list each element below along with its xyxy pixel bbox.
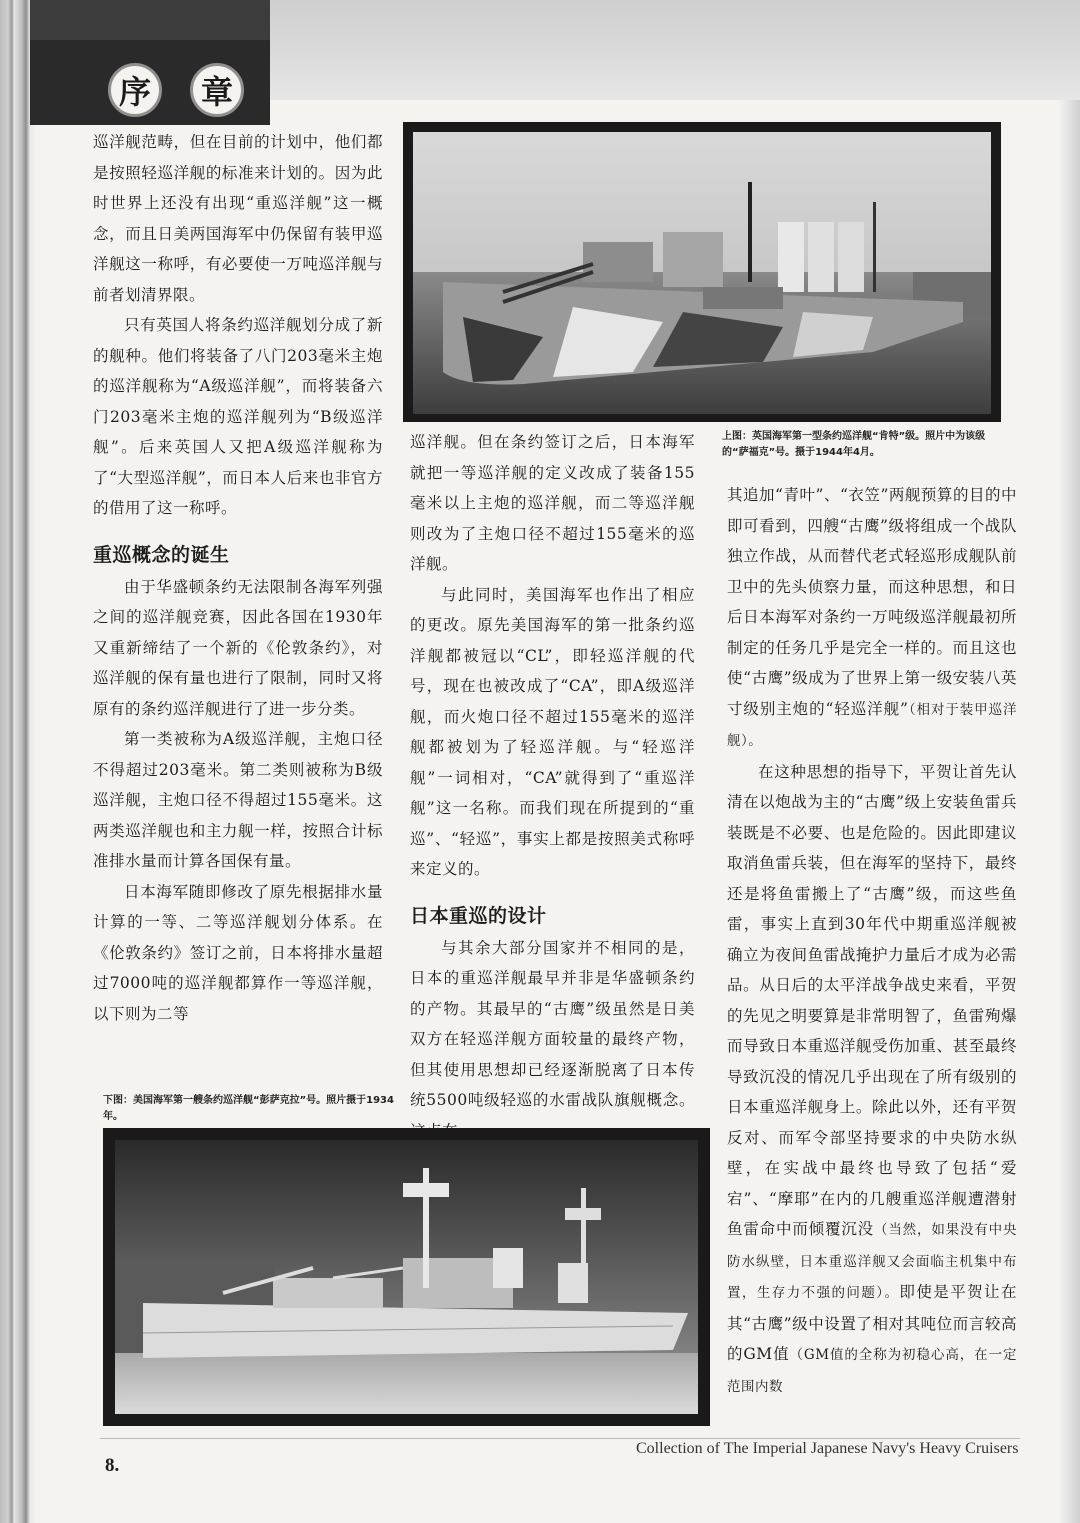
paragraph: 由于华盛顿条约无法限制各海军列强之间的巡洋舰竞赛，因此各国在1930年又重新缔结了一个新的《伦敦条约》，对巡洋舰的保有量也进行了限制，同时又将原有的条约巡洋舰进行了进一步分类。 [93, 577, 383, 718]
section-heading: 日本重巡的设计 [410, 904, 547, 927]
caption-bottom: 下图：美国海军第一艘条约巡洋舰“彭萨克拉”号。照片摄于1934年。 [103, 1095, 394, 1122]
paragraph: 巡洋舰。但在条约签订之后，日本海军就把一等巡洋舰的定义改成了装备155毫米以上主炮的巡洋舰，而二等巡洋舰则改为了主炮口径不超过155毫米的巡洋舰。 [410, 433, 695, 573]
chapter-char-2: 章 [190, 63, 244, 117]
paragraph: 巡洋舰范畴，但在目前的计划中，他们都是按照轻巡洋舰的标准来计划的。因为此时世界上还没有出现“重巡洋舰”这一概念，而且日美两国海军中仍保留有装甲巡洋舰这一称呼，有必要使一万吨巡洋舰与前者划清界限。 [93, 133, 383, 304]
paragraph: 日本海军随即修改了原先根据排水量计算的一等、二等巡洋舰划分体系。在《伦敦条约》签订之前，日本将排水量超过7000吨的巡洋舰都算作一等巡洋舰，以下则为二等 [93, 882, 383, 1023]
middle-column [410, 427, 695, 1146]
paragraph-text: 即使是平贺让在其“古鹰”级中设置了相对其吨位而言较高的GM值 [727, 1283, 1017, 1363]
paragraph-text: 在这种思想的指导下，平贺让首先认清在以炮战为主的“古鹰”级上安装鱼雷兵装既是不必要、也是危险的。因此即建议取消鱼雷兵装，但在海军的坚持下，最终还是将鱼雷搬上了“古鹰”级，而这些鱼雷，事实上直到30年代中期重巡洋舰被确立为夜间鱼雷战掩护力量后才成为必需品。从日后的太平洋战争战史来看，平贺的先见之明要算是非常明智了，鱼雷殉爆而导致日本重巡洋舰受伤加重、甚至最终导致沉没的情况几乎出现在了所有级别的日本重巡洋舰身上。除此以外，还有平贺反对、而军令部坚持要求的中央防水纵壁，在实战中最终也导致了包括“爱宕”、“摩耶”在内的几艘重巡洋舰遭潜射鱼雷命中而倾覆沉没 [727, 762, 1017, 1238]
paragraph: 与此同时，美国海军也作出了相应的更改。原先美国海军的第一批条约巡洋舰都被冠以“CL”，即轻巡洋舰的代号，现在也被改成了“CA”，即A级巡洋舰，而火炮口径不超过155毫米的巡洋舰都被划为了轻巡洋舰。与“轻巡洋舰”一词相对，“CA”就得到了“重巡洋舰”这一名称。而我们现在所提到的“重巡”、“轻巡”，事实上都是按照美式称呼来定义的。 [410, 585, 695, 878]
right-column [727, 480, 1017, 1402]
scan-edge-top [270, 0, 1080, 100]
scan-edge-right [1058, 100, 1080, 1523]
section-heading: 重巡概念的诞生 [93, 543, 230, 566]
left-column [93, 127, 383, 1029]
header-strip [30, 0, 270, 40]
caption-top: 上图：英国海军第一型条约巡洋舰“肯特”级。照片中为该级的“萨福克”号。摄于1944年4月。 [722, 431, 986, 458]
paragraph: 第一类被称为A级巡洋舰，主炮口径不得超过203毫米。第二类则被称为B级巡洋舰，主炮口径不得超过155毫米。这两类巡洋舰也和主力舰一样，按照合计标准排水量而计算各国保有量。 [93, 730, 383, 870]
paragraph [727, 757, 1017, 1403]
footer-rule [100, 1438, 1020, 1439]
paragraph [727, 480, 1017, 757]
page-number: 8. [105, 1455, 120, 1476]
chapter-char-1: 序 [108, 63, 162, 117]
photo-pensacola-cruiser [103, 1128, 710, 1426]
scan-edge-left [0, 0, 36, 1523]
paragraph-note: （GM值的全称为初稳心高，在一定范围内数 [727, 1347, 1017, 1395]
paragraph-note: （相对于装甲巡洋舰）。 [727, 701, 1017, 749]
photo-kent-class-cruiser [403, 122, 1001, 422]
book-title: Collection of The Imperial Japanese Navy's Heavy Cruisers [636, 1440, 1019, 1457]
paragraph-note: （当然，如果没有中央防水纵壁，日本重巡洋舰又会面临主机集中布置，生存力不强的问题）。 [727, 1222, 1017, 1301]
ship-photo-top [403, 122, 1001, 422]
paragraph-text: 其追加“青叶”、“衣笠”两舰预算的目的中即可看到，四艘“古鹰”级将组成一个战队独立作战，从而替代老式轻巡形成舰队前卫中的先头侦察力量，而这种思想，和日后日本海军对条约一万吨级巡洋舰最初所制定的任务几乎是完全一样的。而且这也使“古鹰”级成为了世界上第一级安装八英寸级别主炮的“轻巡洋舰” [727, 486, 1017, 718]
paragraph: 只有英国人将条约巡洋舰划分成了新的舰种。他们将装备了八门203毫米主炮的巡洋舰称为“A级巡洋舰”，而将装备六门203毫米主炮的巡洋舰列为“B级巡洋舰”。后来英国人又把A级巡洋舰称为了“大型巡洋舰”，而日本人后来也非官方的借用了这一称呼。 [93, 316, 383, 517]
paragraph: 与其余大部分国家并不相同的是，日本的重巡洋舰最早并非是华盛顿条约的产物。其最早的“古鹰”级虽然是日美双方在轻巡洋舰方面较量的最终产物，但其使用思想却已经逐渐脱离了日本传统5500吨级轻巡的水雷战队旗舰概念。 [410, 938, 695, 1109]
ship-photo-bottom [103, 1128, 710, 1426]
